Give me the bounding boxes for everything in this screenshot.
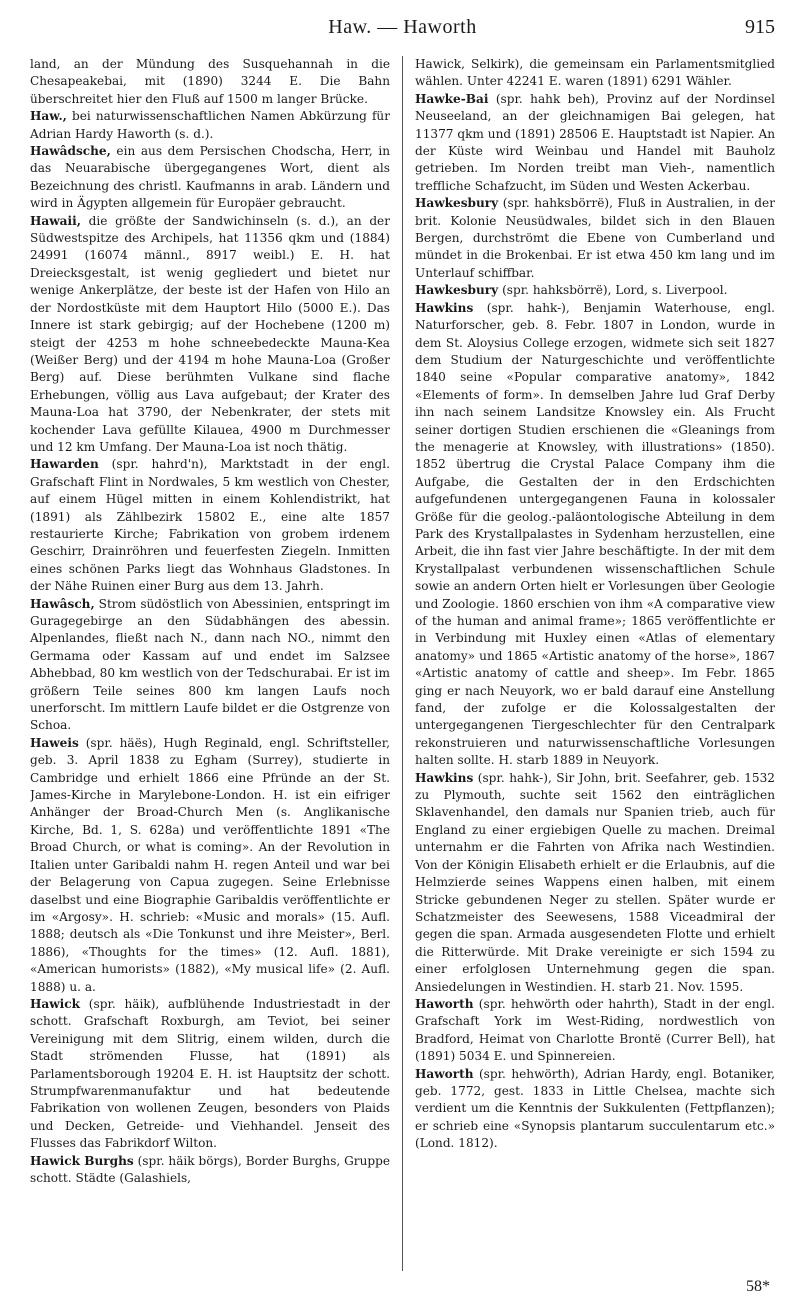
signature-mark: 58* xyxy=(746,1278,770,1295)
entry-text: (spr. hahrd'n), Marktstadt in der engl. Grafschaft Flint in Nordwales, 5 km westlich von Chester, auf einem Hügel mitten in einem Kohlendistrikt, hat (1891) als Zählbezirk 15802 E., eine alte 1857 restaurierte Kirche; Fabrikation von grobem irdenem Geschirr, Drainröhren und feuerfesten Ziegeln. Inmitten eines schönen Parks liegt das Wohnhaus Gladstones. In der Nähe Ruinen einer Burg aus dem 13. Jahrh. xyxy=(30,457,390,594)
entry-text: bei naturwissenschaftlichen Namen Abkürzung für Adrian Hardy Haworth (s. d.). xyxy=(30,109,390,141)
right-column xyxy=(415,56,775,1271)
entry-headword: Hawick xyxy=(30,996,81,1011)
entry-text: (spr. häik), aufblühende Industriestadt in der schott. Grafschaft Roxburgh, am Teviot, bei seiner Vereinigung mit dem Slitrig, einem wilden, durch die Stadt strömenden Flusse, hat (1891) als Parlamentsborough 19204 E. H. ist Hauptsitz der schott. Strumpfwarenmanufaktur und hat bedeutende Fabrikation von wollenen Zeugen, besonders von Plaids und Decken, Getreide- und Viehhandel. Jenseit des Flusses das Fabrikdorf Wilton. xyxy=(30,996,390,1151)
entry-headword: Hawick Burghs xyxy=(30,1153,134,1168)
entry-headword: Haw., xyxy=(30,109,67,124)
dictionary-entry xyxy=(30,108,390,143)
entry-text: (spr. hahk-), Benjamin Waterhouse, engl. Naturforscher, geb. 8. Febr. 1807 in London, wurde in dem St. Aloysius College erzogen, widmete sich seit 1827 dem Studium der Naturgeschichte und veröffentlichte 1840 seine «Popular comparative anatomy», 1842 «Elements of form». In demselben Jahre lud Graf Derby ihn nach seinem Landsitze Knowsley ein. Als Frucht seiner dortigen Studien erschienen die «Gleanings from the menagerie at Knowsley, with illustrations» (1850). 1852 übertrug die Crystal Palace Company ihm die Aufgabe, die Gestalten der in den Erdschichten aufgefundenen untergegangenen Fauna in kolossaler Größe für die geolog.-paläontologische Abteilung in dem Park des Krystallpalastes in Sydenham herzustellen, eine Arbeit, die ihn fast vier Jahre beschäftigte. In der mit dem Krystallpalast verbundenen wissenschaftlichen Schule sowie an andern Orten hielt er Vorlesungen über Geologie und Zoologie. 1860 erschien von ihm «A comparative view of the human and animal frame»; 1865 veröffentlichte er in Verbindung mit Huxley einen «Atlas of elementary anatomy» und 1865 «Artistic anatomy of the horse», 1867 «Artistic anatomy of cattle and sheep». Im Febr. 1865 ging er nach Neuyork, wo er bald darauf eine Anstellung fand, der zufolge er die Kolossalgestalten der untergegangenen Tiergeschlechter für den Centralpark rekonstruieren und naturwissenschaftliche Vorlesungen halten sollte. H. starb 1889 in Neuyork. xyxy=(415,300,775,768)
left-column xyxy=(30,56,390,1271)
entry-headword: Hawkesbury xyxy=(415,196,499,211)
entry-headword: Hawarden xyxy=(30,457,99,472)
dictionary-entry xyxy=(30,596,390,735)
dictionary-entry xyxy=(30,735,390,996)
dictionary-entry xyxy=(30,56,390,108)
entry-headword: Haworth xyxy=(415,1066,474,1081)
entry-text: Hawick, Selkirk), die gemeinsam ein Parlamentsmitglied wählen. Unter 42241 E. waren (1891) 6291 Wähler. xyxy=(415,57,775,89)
entry-text: die größte der Sandwichinseln (s. d.), an der Südwestspitze des Archipels, hat 11356 qkm und (1884) 24991 (16074 männl., 8917 weibl.) E. H. hat Dreiecksgestalt, ist wenig gegliedert und bietet nur wenige Ankerplätze, der beste ist der Hafen von Hilo an der Nordostküste mit dem Hauptort Hilo (5000 E.). Das Innere ist stark gebirgig; auf der Hochebene (1200 m) steigt der 4253 m hohe schneebedeckte Mauna-Kea (Weißer Berg) und der 4194 m hohe Mauna-Loa (Großer Berg) auf. Diese berühmten Vulkane sind flache Erhebungen, völlig aus Lava aufgebaut; der Krater des Mauna-Loa hat 3790, der Nebenkrater, der stets mit kochender Lava gefüllte Kilauea, 4900 m Durchmesser und 12 km Umfang. Der Mauna-Loa ist noch thätig. xyxy=(30,213,390,454)
entry-text: (spr. hahksbörrë), Fluß in Australien, in der brit. Kolonie Neusüdwales, bildet sich in den Blauen Bergen, durchströmt die Ebene von Cumberland und mündet in die Brokenbai. Er ist etwa 450 km lang und im Unterlauf schiffbar. xyxy=(415,196,775,280)
entry-headword: Hawkins xyxy=(415,300,474,315)
entry-headword: Hawkesbury xyxy=(415,283,499,298)
dictionary-entry xyxy=(30,1153,390,1188)
entry-headword: Haweis xyxy=(30,735,79,750)
entry-headword: Hawke-Bai xyxy=(415,91,489,106)
entry-headword: Hawkins xyxy=(415,770,474,785)
dictionary-entry xyxy=(415,56,775,91)
entry-text: (spr. hahk-), Sir John, brit. Seefahrer, geb. 1532 zu Plymouth, suchte seit 1562 den einträglichen Sklavenhandel, den damals nur Spanien trieb, auch für England zu einer ergiebigen Quelle zu machen. Dreimal unternahm er die Fahrten von Afrika nach Westindien. Von der Königin Elisabeth erhielt er die Erlaubnis, auf die Helmzierde seines Wappens einen halben, mit einem Stricke gebundenen Neger zu stellen. Später wurde er Schatzmeister des Seewesens, 1588 Viceadmiral der gegen die span. Armada ausgesendeten Flotte und erhielt die Ritterwürde. Mit Drake vereinigte er sich 1594 zu einer erfolglosen Unternehmung gegen die span. Ansiedelungen in Westindien. H. starb 21. Nov. 1595. xyxy=(415,770,775,994)
dictionary-entry xyxy=(30,996,390,1153)
entry-text: land, an der Mündung des Susquehannah in die Chesapeakebai, mit (1890) 3244 E. Die Bahn überschreitet hier den Fluß auf 1500 m langer Brücke. xyxy=(30,57,390,106)
entry-headword: Hawâdsche, xyxy=(30,144,111,159)
entry-text: (spr. hahksbörrë), Lord, s. Liverpool. xyxy=(498,283,728,298)
dictionary-entry xyxy=(415,91,775,195)
page-header xyxy=(30,14,775,48)
dictionary-entry xyxy=(415,770,775,996)
entry-text: (spr. häës), Hugh Reginald, engl. Schriftsteller, geb. 3. April 1838 zu Egham (Surrey), studierte in Cambridge und erhielt 1866 eine Pfründe an der St. James-Kirche in Marylebone-London. H. ist ein eifriger Anhänger der Broad-Church Men (s. Anglikanische Kirche, Bd. 1, S. 628a) und veröffentlichte 1891 «The Broad Church, or what is coming». An der Revolution in Italien unter Garibaldi nahm H. regen Anteil und war bei der Belagerung von Capua zugegen. Seine Erlebnisse daselbst und eine Biographie Garibaldis veröffentlichte er im «Argosy». H. schrieb: «Music and morals» (15. Aufl. 1888; deutsch als «Die Tonkunst und ihre Meister», Berl. 1886), «Thoughts for the times» (12. Aufl. 1881), «American humorists» (1882), «My musical life» (2. Aufl. 1888) u. a. xyxy=(30,735,390,994)
dictionary-entry xyxy=(415,195,775,282)
page-number: 915 xyxy=(745,16,775,38)
dictionary-entry xyxy=(415,282,775,299)
entry-headword: Hawâsch, xyxy=(30,596,95,611)
entry-text: Strom südöstlich von Abessinien, entspringt im Guragegebirge an den Südabhängen des abessin. Alpenlandes, fließt nach N., dann nach NO., nimmt den Germama oder Kassam auf und endet im Salzsee Abhebbad, 80 km westlich von der Tedschurabai. Er ist im größern Teile seines 800 km langen Laufs noch unerforscht. Im mittlern Laufe bildet er die Ostgrenze von Schoa. xyxy=(30,596,390,733)
dictionary-entry xyxy=(415,300,775,770)
entry-headword: Haworth xyxy=(415,996,474,1011)
entry-text: (spr. hehwörth), Adrian Hardy, engl. Botaniker, geb. 1772, gest. 1833 in Little Chelsea, machte sich verdient um die Kenntnis der Sukkulenten (Fettpflanzen); er schrieb eine «Synopsis plantarum succulentarum etc.» (Lond. 1812). xyxy=(415,1066,775,1151)
entry-text: ein aus dem Persischen Chodscha, Herr, in das Neuarabische übergegangenes Wort, dient als Bezeichnung des christl. Kaufmanns in arab. Ländern und wird in Ägypten allgemein für Europäer gebraucht. xyxy=(30,144,390,211)
entry-text: (spr. hehwörth oder hahrth), Stadt in der engl. Grafschaft York im West-Riding, nordwestlich von Bradford, Heimat von Charlotte Brontë (Currer Bell), hat (1891) 5034 E. und Spinnereien. xyxy=(415,996,775,1064)
running-title: Haw. — Haworth xyxy=(328,16,477,38)
dictionary-entry xyxy=(30,456,390,595)
entry-headword: Hawaii, xyxy=(30,213,81,228)
dictionary-entry xyxy=(30,143,390,213)
dictionary-entry xyxy=(30,213,390,457)
column-divider xyxy=(402,56,403,1271)
entry-text: (spr. häik börgs), Border Burghs, Gruppe schott. Städte (Galashiels, xyxy=(30,1153,390,1185)
entry-text: (spr. hahk beh), Provinz auf der Nordinsel Neuseeland, an der gleichnamigen Bai gelegen, hat 11377 qkm und (1891) 28506 E. Hauptstadt ist Napier. An der Küste wird Weinbau und Handel mit Bauholz getrieben. Im Norden treibt man Vieh-, namentlich treffliche Schafzucht, im Süden und Westen Ackerbau. xyxy=(415,91,775,193)
dictionary-entry xyxy=(415,1066,775,1153)
dictionary-entry xyxy=(415,996,775,1066)
